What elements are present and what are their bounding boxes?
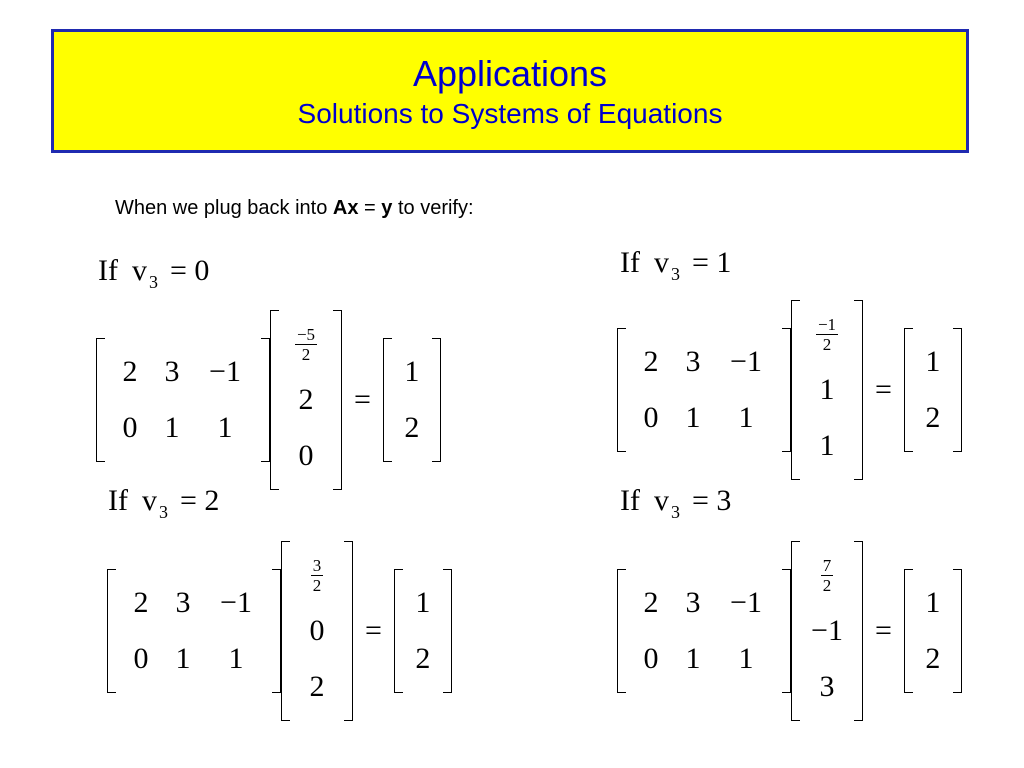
matrix-cell: 0 <box>643 642 659 675</box>
result-vector <box>904 569 962 693</box>
vector-cell: 1 <box>404 355 420 388</box>
condition-label <box>620 246 731 283</box>
vector-cell: 1 <box>415 586 431 619</box>
vector-cell <box>805 547 849 603</box>
matrix-cell: −1 <box>730 345 762 378</box>
vector-cell: 2 <box>298 383 314 416</box>
matrix-cell: 2 <box>122 355 138 388</box>
fraction-denominator: 2 <box>301 344 311 364</box>
vector-cell: 1 <box>819 429 835 462</box>
matrix-equation <box>617 300 962 480</box>
vector-cell: 1 <box>925 345 941 378</box>
slide-subtitle: Solutions to Systems of Equations <box>297 98 723 129</box>
matrix-cell: 1 <box>228 642 244 675</box>
matrix-cell: 0 <box>122 411 138 444</box>
matrix-cell: 2 <box>643 586 659 619</box>
vector-cell: 2 <box>925 401 941 434</box>
matrix-equation <box>96 310 441 490</box>
variable: v <box>653 484 669 517</box>
if-word: If <box>98 254 118 287</box>
fraction <box>295 326 317 363</box>
coefficient-matrix <box>96 338 270 462</box>
matrix-cell: 1 <box>685 642 701 675</box>
fraction-denominator: 2 <box>312 575 322 595</box>
matrix-cell: 0 <box>643 401 659 434</box>
result-vector <box>383 338 441 462</box>
variable-subscript: 3 <box>670 502 680 522</box>
result-vector <box>394 569 452 693</box>
matrix-cell: 1 <box>685 401 701 434</box>
fraction-numerator: −5 <box>296 324 316 344</box>
intro-equals: = <box>358 197 382 219</box>
vector-cell: 0 <box>309 614 325 647</box>
variable-subscript: 3 <box>148 272 158 292</box>
equals-sign: = 0 <box>169 254 210 287</box>
variable: v <box>141 484 157 517</box>
variable: v <box>653 246 669 279</box>
intro-prefix: When we plug back into <box>115 197 333 219</box>
vector-cell: 1 <box>819 373 835 406</box>
slide-title: Applications <box>412 53 608 94</box>
if-word: If <box>620 484 640 517</box>
vector-cell <box>805 306 849 362</box>
condition-label <box>620 484 731 521</box>
vector-cell <box>284 316 328 372</box>
solution-vector <box>270 310 342 490</box>
condition-label <box>108 484 219 521</box>
equals-sign: = 1 <box>691 246 732 279</box>
variable-subscript: 3 <box>158 502 168 522</box>
matrix-cell: 1 <box>738 642 754 675</box>
matrix-cell: 3 <box>685 586 701 619</box>
coefficient-matrix <box>617 328 791 452</box>
intro-y: y <box>381 197 393 219</box>
intro-ax: Ax <box>332 197 359 219</box>
solution-vector <box>791 300 863 480</box>
coefficient-matrix <box>617 569 791 693</box>
equals-sign: = 3 <box>691 484 732 517</box>
equals-sign: = 2 <box>179 484 220 517</box>
solution-vector <box>281 541 353 721</box>
vector-cell: 2 <box>415 642 431 675</box>
intro-text <box>115 197 474 220</box>
matrix-cell: 2 <box>133 586 149 619</box>
matrix-cell: 1 <box>217 411 233 444</box>
equals-sign: = <box>875 614 892 647</box>
vector-cell: 2 <box>404 411 420 444</box>
matrix-equation <box>617 541 962 721</box>
matrix-cell: 0 <box>133 642 149 675</box>
matrix-equation <box>107 541 452 721</box>
matrix-cell: −1 <box>730 586 762 619</box>
solution-vector <box>791 541 863 721</box>
matrix-cell: 2 <box>643 345 659 378</box>
if-word: If <box>620 246 640 279</box>
matrix-cell: 3 <box>164 355 180 388</box>
variable-subscript: 3 <box>670 264 680 284</box>
vector-cell: 3 <box>819 670 835 703</box>
variable: v <box>131 254 147 287</box>
intro-suffix: to verify: <box>392 197 474 219</box>
coefficient-matrix <box>107 569 281 693</box>
matrix-cell: −1 <box>220 586 252 619</box>
fraction-numerator: 3 <box>312 555 322 575</box>
equals-sign: = <box>875 373 892 406</box>
vector-cell: 0 <box>298 439 314 472</box>
fraction-numerator: −1 <box>817 314 837 334</box>
matrix-cell: 1 <box>175 642 191 675</box>
fraction-denominator: 2 <box>822 575 832 595</box>
matrix-cell: 1 <box>164 411 180 444</box>
vector-cell: 2 <box>925 642 941 675</box>
matrix-cell: −1 <box>209 355 241 388</box>
fraction-denominator: 2 <box>822 334 832 354</box>
matrix-cell: 1 <box>738 401 754 434</box>
equals-sign: = <box>354 383 371 416</box>
matrix-cell: 3 <box>685 345 701 378</box>
fraction <box>816 316 838 353</box>
title-box <box>51 29 969 153</box>
fraction <box>311 557 324 594</box>
equals-sign: = <box>365 614 382 647</box>
fraction-numerator: 7 <box>822 555 832 575</box>
if-word: If <box>108 484 128 517</box>
vector-cell <box>295 547 339 603</box>
vector-cell: 2 <box>309 670 325 703</box>
fraction <box>821 557 834 594</box>
result-vector <box>904 328 962 452</box>
condition-label <box>98 254 209 291</box>
matrix-cell: 3 <box>175 586 191 619</box>
vector-cell: −1 <box>811 614 843 647</box>
vector-cell: 1 <box>925 586 941 619</box>
